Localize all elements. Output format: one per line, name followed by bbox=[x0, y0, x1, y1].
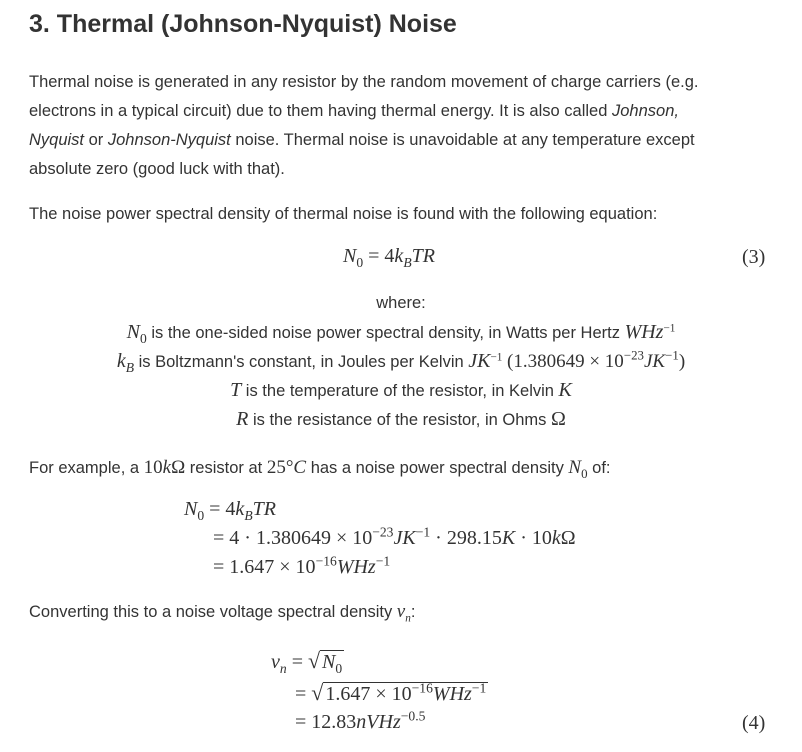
sqrt-symbol: √ $N_0$ bbox=[307, 648, 343, 676]
converting-text: Converting this to a noise voltage spectral density $v_n$: bbox=[29, 601, 416, 625]
where-r-definition: R is the resistance of the resistor, in Ohms Ω bbox=[236, 408, 566, 430]
example-text: For example, a 10kΩ resistor at 25°C has a noise power spectral density $N_0$ of: bbox=[29, 457, 611, 481]
where-t-definition: T is the temperature of the resistor, in Kelvin K bbox=[230, 379, 572, 401]
psd-intro-text: The noise power spectral density of thermal noise is found with the following equation: bbox=[29, 205, 658, 223]
example-eq-line-1: $N_0 = 4k_BTR$ bbox=[184, 498, 276, 523]
equation-3: $N_0 = 4k_BTR$ bbox=[343, 245, 435, 270]
equation-3-number: (3) bbox=[742, 246, 766, 268]
intro-line-1: Thermal noise is generated in any resistor by the random movement of charge carriers (e.g. bbox=[29, 73, 699, 91]
section-heading: 3. Thermal (Johnson-Nyquist) Noise bbox=[29, 10, 457, 38]
intro-line-4: absolute zero (good luck with that). bbox=[29, 160, 285, 178]
where-n0-definition: $N_0$ is the one-sided noise power spectral density, in Watts per Hertz WHz$^{-1}$ bbox=[126, 321, 676, 346]
intro-paragraph bbox=[29, 68, 698, 184]
where-kb-definition: $k_B$ is Boltzmann's constant, in Joules per Kelvin $JK^{-1}$ $(1.380649 \times 10^{-23}JK^{-1})$ bbox=[116, 347, 686, 375]
vn-eq-line-3: = 12.83nVHz$^{-0.5}$ bbox=[295, 708, 426, 733]
example-eq-line-2: = $4 \cdot 1.380649 \times 10^{-23}JK^{-1} \cdot 298.15K \cdot 10k\Omega$ bbox=[213, 524, 576, 549]
vn-eq-line-2: = √ $1.647 \times 10^{-16}WHz^{-1}$ bbox=[295, 680, 487, 705]
where-label: where: bbox=[376, 294, 426, 312]
intro-line-2: electrons in a typical circuit) due to them having thermal energy. It is also called Johnson, bbox=[29, 102, 679, 120]
example-eq-line-3: = $1.647 \times 10^{-16}WHz^{-1}$ bbox=[213, 553, 391, 578]
vn-eq-line-1: $v_n$ = √ $N_0$ bbox=[271, 648, 343, 676]
intro-line-3: Nyquist or Johnson-Nyquist noise. Thermal noise is unavoidable at any temperature except bbox=[29, 131, 695, 149]
equation-4-number: (4) bbox=[742, 712, 766, 734]
sqrt-symbol: √ $1.647 \times 10^{-16}WHz^{-1}$ bbox=[311, 680, 487, 705]
